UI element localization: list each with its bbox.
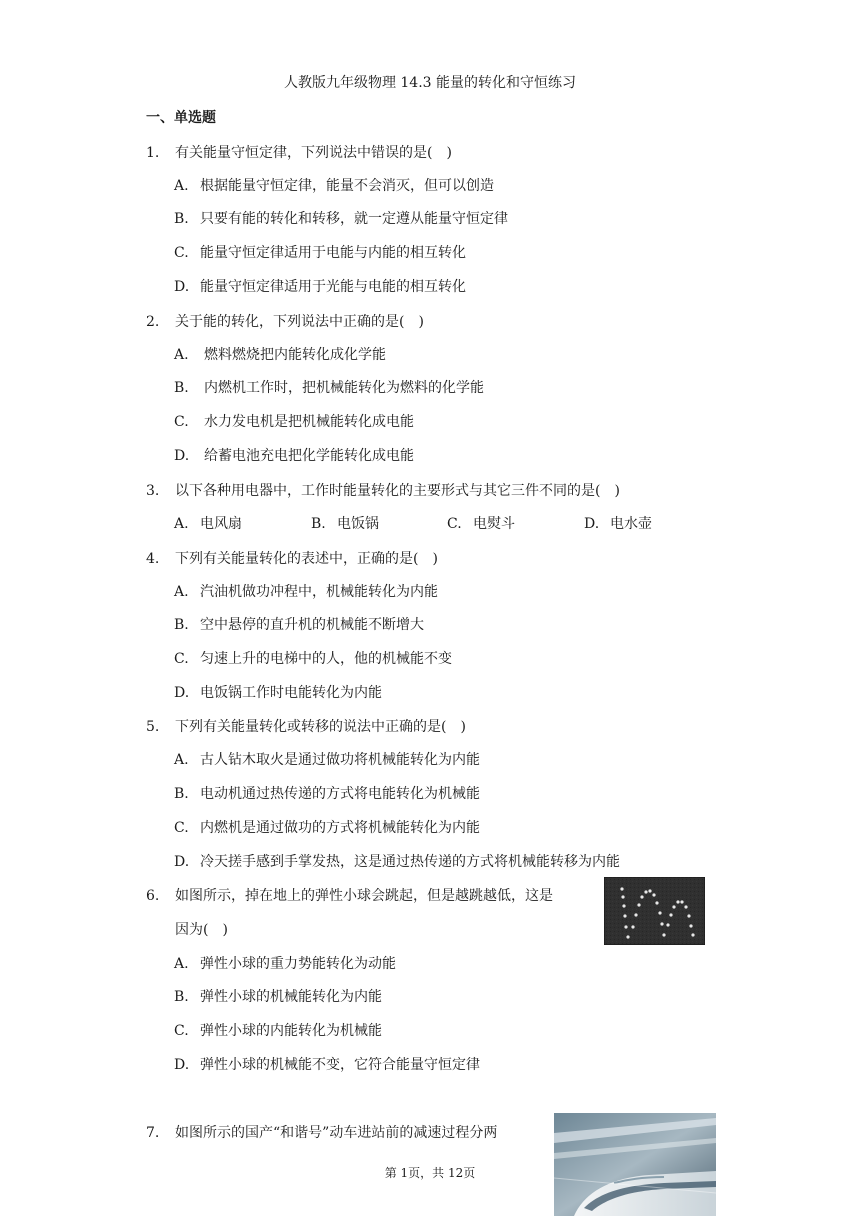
option-label: A. [174,752,189,768]
question-2 [146,311,424,331]
option-4d [174,682,382,702]
question-number: 3. [146,483,160,499]
option-2c [174,411,414,431]
question-stem: 下列有关能量转化或转移的说法中正确的是( ) [175,719,466,735]
option-6c [174,1020,382,1040]
option-5b [174,783,480,803]
option-label: B. [174,989,189,1005]
option-text: 空中悬停的直升机的机械能不断增大 [200,617,424,633]
option-text: 电饭锅 [337,516,379,532]
question-stem: 下列有关能量转化的表述中，正确的是( ) [175,551,438,567]
question-5 [146,716,466,736]
option-text: 能量守恒定律适用于电能与内能的相互转化 [200,245,466,261]
option-5d [174,851,620,871]
option-1d [174,276,466,296]
question-number: 6. [146,888,160,904]
option-2d [174,445,414,465]
option-label: A. [174,516,189,532]
option-label: B. [174,617,189,633]
option-6a [174,953,396,973]
option-4a [174,581,438,601]
option-label: A. [174,956,189,972]
question-number: 2. [146,314,160,330]
option-text: 弹性小球的机械能不变，它符合能量守恒定律 [200,1057,480,1073]
option-text: 电水壶 [610,516,652,532]
option-label: D. [174,1057,190,1073]
question-number: 4. [146,551,160,567]
option-text: 给蓄电池充电把化学能转化成电能 [204,448,414,464]
option-text: 能量守恒定律适用于光能与电能的相互转化 [200,279,466,295]
option-4c [174,648,452,668]
option-text: 电饭锅工作时电能转化为内能 [200,685,382,701]
question-stem: 如图所示，掉在地上的弹性小球会跳起，但是越跳越低，这是 [175,888,553,904]
question-stem: 如图所示的国产“和谐号”动车进站前的减速过程分两 [175,1125,498,1141]
option-text: 汽油机做功冲程中，机械能转化为内能 [200,584,438,600]
option-label: D. [174,448,190,464]
option-label: A. [174,347,189,363]
option-label: A. [174,584,189,600]
option-label: D. [174,854,190,870]
option-text: 燃料燃烧把内能转化成化学能 [204,347,386,363]
question-number: 7. [146,1125,160,1141]
option-label: D. [584,516,600,532]
bouncing-ball-figure [604,877,705,945]
question-1 [146,142,452,162]
question-4 [146,548,438,568]
option-3a [174,513,242,533]
question-7 [146,1122,497,1142]
option-6b [174,986,382,1006]
option-text: 电动机通过热传递的方式将电能转化为机械能 [200,786,480,802]
option-text: 电熨斗 [473,516,515,532]
question-stem: 以下各种用电器中，工作时能量转化的主要形式与其它三件不同的是( ) [175,483,620,499]
option-text: 古人钻木取火是通过做功将机械能转化为内能 [200,752,480,768]
option-text: 内燃机工作时，把机械能转化为燃料的化学能 [204,380,484,396]
option-4b [174,614,424,634]
option-label: B. [174,786,189,802]
option-label: B. [174,211,189,227]
page-footer: 第 1页，共 12页 [384,1166,476,1180]
option-label: C. [174,820,189,836]
question-3 [146,480,620,500]
question-stem: 关于能的转化，下列说法中正确的是( ) [175,314,424,330]
option-label: C. [174,414,189,430]
option-label: C. [447,516,462,532]
option-5c [174,817,480,837]
question-number: 5. [146,719,160,735]
question-number: 1. [146,145,160,161]
option-label: C. [174,1023,189,1039]
option-label: C. [174,651,189,667]
option-1a [174,175,494,195]
option-2a [174,344,386,364]
option-text: 电风扇 [200,516,242,532]
option-label: B. [174,380,189,396]
option-label: D. [174,685,190,701]
question-stem: 有关能量守恒定律，下列说法中错误的是( ) [175,145,452,161]
option-text: 弹性小球的内能转化为机械能 [200,1023,382,1039]
option-1b [174,208,508,228]
option-3b [311,513,379,533]
section-title: 一、单选题 [146,110,216,126]
option-1c [174,242,466,262]
option-3d [584,513,652,533]
option-label: C. [174,245,189,261]
option-text: 冷天搓手感到手掌发热，这是通过热传递的方式将机械能转移为内能 [200,854,620,870]
option-text: 水力发电机是把机械能转化成电能 [204,414,414,430]
question-6-continuation: 因为( ) [175,922,228,938]
question-6 [146,885,553,905]
option-3c [447,513,515,533]
option-text: 弹性小球的重力势能转化为动能 [200,956,396,972]
option-label: B. [311,516,326,532]
option-label: D. [174,279,190,295]
option-6d [174,1054,480,1074]
option-text: 内燃机是通过做功的方式将机械能转化为内能 [200,820,480,836]
option-2b [174,377,484,397]
option-text: 弹性小球的机械能转化为内能 [200,989,382,1005]
option-text: 根据能量守恒定律，能量不会消灭，但可以创造 [200,178,494,194]
option-label: A. [174,178,189,194]
option-text: 只要有能的转化和转移，就一定遵从能量守恒定律 [200,211,508,227]
page-title: 人教版九年级物理 14.3 能量的转化和守恒练习 [283,75,577,91]
option-5a [174,749,480,769]
option-text: 匀速上升的电梯中的人，他的机械能不变 [200,651,452,667]
